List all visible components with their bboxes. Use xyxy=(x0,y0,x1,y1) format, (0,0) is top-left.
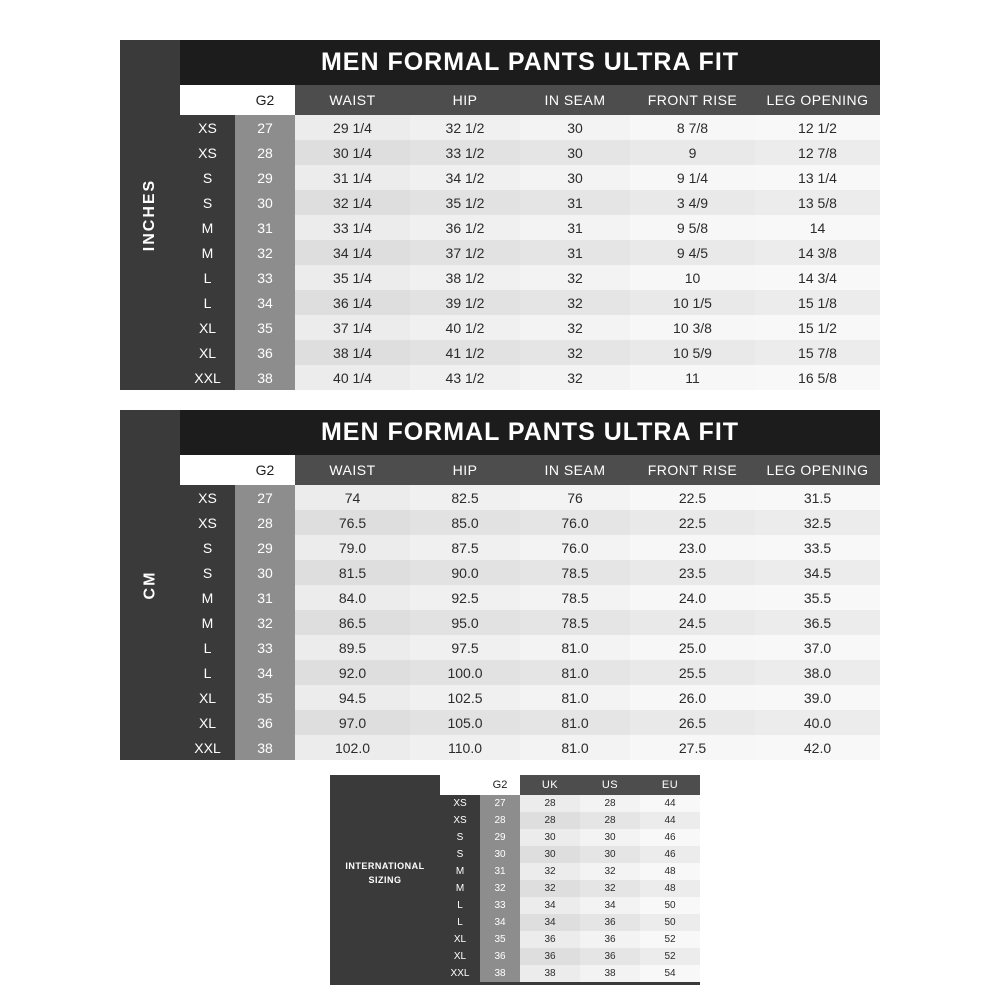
cell-value: 30 xyxy=(580,829,640,846)
column-header-6: LEG OPENING xyxy=(755,85,880,115)
cell-value: 38 1/4 xyxy=(295,340,410,365)
cell-value: 76 xyxy=(520,485,630,510)
cell-value: 74 xyxy=(295,485,410,510)
cell-value: 38 xyxy=(520,965,580,982)
cell-g2: 27 xyxy=(480,795,520,812)
cell-value: 9 xyxy=(630,140,755,165)
cell-g2: 32 xyxy=(480,880,520,897)
cell-size: XL xyxy=(180,340,235,365)
cell-value: 79.0 xyxy=(295,535,410,560)
cell-g2: 36 xyxy=(480,948,520,965)
column-header-0 xyxy=(180,85,235,115)
cell-value: 36.5 xyxy=(755,610,880,635)
cell-value: 40 1/2 xyxy=(410,315,520,340)
column-header-5: FRONT RISE xyxy=(630,85,755,115)
cell-g2: 38 xyxy=(480,965,520,982)
inches-chart-title: MEN FORMAL PANTS ULTRA FIT xyxy=(180,40,880,85)
cell-size: L xyxy=(180,290,235,315)
cell-value: 13 5/8 xyxy=(755,190,880,215)
table-row xyxy=(440,948,700,965)
cell-value: 31 1/4 xyxy=(295,165,410,190)
column-header-3: HIP xyxy=(410,455,520,485)
cell-value: 32 xyxy=(520,290,630,315)
cell-size: M xyxy=(180,240,235,265)
cell-value: 28 xyxy=(580,812,640,829)
table-header-row xyxy=(440,775,700,795)
cell-value: 34 xyxy=(520,897,580,914)
table-row xyxy=(180,685,880,710)
column-header-2: WAIST xyxy=(295,455,410,485)
cell-value: 105.0 xyxy=(410,710,520,735)
cell-g2: 30 xyxy=(235,190,295,215)
cell-value: 14 3/4 xyxy=(755,265,880,290)
cell-size: S xyxy=(180,165,235,190)
cell-value: 35 1/2 xyxy=(410,190,520,215)
cell-value: 42.0 xyxy=(755,735,880,760)
table-row xyxy=(180,215,880,240)
cell-value: 24.0 xyxy=(630,585,755,610)
cell-value: 81.5 xyxy=(295,560,410,585)
cell-size: XS xyxy=(180,510,235,535)
column-header-5: FRONT RISE xyxy=(630,455,755,485)
cell-value: 30 xyxy=(520,846,580,863)
cell-g2: 35 xyxy=(480,931,520,948)
cell-value: 23.5 xyxy=(630,560,755,585)
cell-size: XXL xyxy=(180,365,235,390)
cell-value: 87.5 xyxy=(410,535,520,560)
cell-size: S xyxy=(180,535,235,560)
column-header-1: G2 xyxy=(235,455,295,485)
cell-value: 48 xyxy=(640,863,700,880)
cell-value: 28 xyxy=(520,812,580,829)
cell-value: 48 xyxy=(640,880,700,897)
cm-chart-title: MEN FORMAL PANTS ULTRA FIT xyxy=(180,410,880,455)
cell-g2: 31 xyxy=(480,863,520,880)
cell-value: 36 xyxy=(520,931,580,948)
column-header-0 xyxy=(440,775,480,795)
cell-value: 76.0 xyxy=(520,535,630,560)
table-row xyxy=(440,812,700,829)
cell-value: 97.0 xyxy=(295,710,410,735)
cm-size-chart xyxy=(120,410,880,760)
cell-value: 22.5 xyxy=(630,485,755,510)
cell-g2: 29 xyxy=(480,829,520,846)
international-sizing-label: INTERNATIONAL SIZING xyxy=(345,861,425,885)
table-row xyxy=(180,265,880,290)
column-header-3: HIP xyxy=(410,85,520,115)
cell-size: XS xyxy=(180,140,235,165)
cell-value: 44 xyxy=(640,795,700,812)
cell-value: 76.0 xyxy=(520,510,630,535)
cell-value: 50 xyxy=(640,897,700,914)
column-header-1: G2 xyxy=(480,775,520,795)
cell-value: 46 xyxy=(640,829,700,846)
cell-g2: 33 xyxy=(235,265,295,290)
cell-size: L xyxy=(180,265,235,290)
table-row xyxy=(440,931,700,948)
cell-g2: 33 xyxy=(235,635,295,660)
cell-g2: 34 xyxy=(235,290,295,315)
cell-value: 78.5 xyxy=(520,560,630,585)
cm-unit-label xyxy=(120,410,180,760)
cell-value: 15 1/8 xyxy=(755,290,880,315)
table-row xyxy=(180,190,880,215)
cell-value: 92.0 xyxy=(295,660,410,685)
cell-g2: 33 xyxy=(480,897,520,914)
cell-size: L xyxy=(440,897,480,914)
cell-value: 39 1/2 xyxy=(410,290,520,315)
cell-value: 32 xyxy=(580,863,640,880)
cell-value: 8 7/8 xyxy=(630,115,755,140)
cell-value: 36 xyxy=(580,931,640,948)
cell-value: 26.5 xyxy=(630,710,755,735)
cell-g2: 35 xyxy=(235,685,295,710)
table-row xyxy=(440,965,700,982)
cell-size: XXL xyxy=(440,965,480,982)
cell-value: 38 xyxy=(580,965,640,982)
table-row xyxy=(440,846,700,863)
table-row xyxy=(180,510,880,535)
cell-value: 43 1/2 xyxy=(410,365,520,390)
international-table xyxy=(440,775,700,982)
cell-g2: 38 xyxy=(235,735,295,760)
cell-value: 32.5 xyxy=(755,510,880,535)
cell-value: 28 xyxy=(520,795,580,812)
cell-value: 29 1/4 xyxy=(295,115,410,140)
table-row xyxy=(180,660,880,685)
cell-value: 110.0 xyxy=(410,735,520,760)
table-row xyxy=(180,735,880,760)
cell-value: 81.0 xyxy=(520,735,630,760)
column-header-4: EU xyxy=(640,775,700,795)
cell-value: 95.0 xyxy=(410,610,520,635)
cell-size: S xyxy=(180,190,235,215)
cell-g2: 28 xyxy=(480,812,520,829)
cell-g2: 27 xyxy=(235,485,295,510)
cell-g2: 30 xyxy=(235,560,295,585)
cell-value: 89.5 xyxy=(295,635,410,660)
column-header-4: IN SEAM xyxy=(520,455,630,485)
cell-size: L xyxy=(180,660,235,685)
cell-value: 25.5 xyxy=(630,660,755,685)
column-header-6: LEG OPENING xyxy=(755,455,880,485)
inches-unit-label-text: INCHES xyxy=(141,178,159,252)
cell-size: L xyxy=(440,914,480,931)
cell-value: 30 xyxy=(520,829,580,846)
cell-value: 30 xyxy=(580,846,640,863)
cell-value: 32 xyxy=(520,880,580,897)
cell-value: 33 1/2 xyxy=(410,140,520,165)
cell-value: 31.5 xyxy=(755,485,880,510)
cell-value: 32 1/2 xyxy=(410,115,520,140)
cell-g2: 27 xyxy=(235,115,295,140)
cell-value: 13 1/4 xyxy=(755,165,880,190)
table-row xyxy=(180,535,880,560)
cell-value: 32 xyxy=(520,340,630,365)
cell-size: S xyxy=(440,846,480,863)
cell-value: 35.5 xyxy=(755,585,880,610)
table-row xyxy=(440,829,700,846)
cell-size: M xyxy=(180,585,235,610)
cell-value: 32 xyxy=(520,863,580,880)
cell-value: 31 xyxy=(520,240,630,265)
table-row xyxy=(180,365,880,390)
cell-value: 81.0 xyxy=(520,635,630,660)
cell-g2: 36 xyxy=(235,710,295,735)
cell-value: 81.0 xyxy=(520,685,630,710)
cell-value: 38 1/2 xyxy=(410,265,520,290)
cell-value: 36 xyxy=(580,914,640,931)
cell-value: 15 7/8 xyxy=(755,340,880,365)
cell-size: XS xyxy=(180,115,235,140)
cell-value: 30 xyxy=(520,115,630,140)
cell-value: 78.5 xyxy=(520,585,630,610)
cell-value: 34 xyxy=(580,897,640,914)
table-row xyxy=(180,710,880,735)
cell-value: 36 xyxy=(580,948,640,965)
cell-value: 25.0 xyxy=(630,635,755,660)
column-header-1: G2 xyxy=(235,85,295,115)
column-header-0 xyxy=(180,455,235,485)
cell-value: 97.5 xyxy=(410,635,520,660)
cell-size: XS xyxy=(440,795,480,812)
cell-size: XL xyxy=(180,315,235,340)
column-header-3: US xyxy=(580,775,640,795)
cell-value: 84.0 xyxy=(295,585,410,610)
cell-size: XS xyxy=(440,812,480,829)
table-row xyxy=(180,485,880,510)
cell-value: 37 1/2 xyxy=(410,240,520,265)
cell-g2: 34 xyxy=(480,914,520,931)
cell-value: 86.5 xyxy=(295,610,410,635)
cell-value: 46 xyxy=(640,846,700,863)
cell-size: XL xyxy=(180,710,235,735)
cell-value: 9 5/8 xyxy=(630,215,755,240)
cell-value: 32 xyxy=(580,880,640,897)
cell-size: M xyxy=(180,215,235,240)
cell-size: M xyxy=(180,610,235,635)
cell-value: 9 1/4 xyxy=(630,165,755,190)
cell-value: 39.0 xyxy=(755,685,880,710)
table-row xyxy=(180,115,880,140)
cell-value: 9 4/5 xyxy=(630,240,755,265)
cell-value: 100.0 xyxy=(410,660,520,685)
cell-value: 24.5 xyxy=(630,610,755,635)
cell-value: 85.0 xyxy=(410,510,520,535)
table-row xyxy=(440,914,700,931)
cell-value: 90.0 xyxy=(410,560,520,585)
cell-size: M xyxy=(440,863,480,880)
table-header-row xyxy=(180,455,880,485)
cell-value: 76.5 xyxy=(295,510,410,535)
cell-value: 40.0 xyxy=(755,710,880,735)
cell-value: 38.0 xyxy=(755,660,880,685)
inches-unit-label xyxy=(120,40,180,390)
cell-value: 33.5 xyxy=(755,535,880,560)
cell-value: 92.5 xyxy=(410,585,520,610)
cell-value: 52 xyxy=(640,948,700,965)
cell-value: 82.5 xyxy=(410,485,520,510)
cell-g2: 36 xyxy=(235,340,295,365)
cell-value: 26.0 xyxy=(630,685,755,710)
cell-value: 10 3/8 xyxy=(630,315,755,340)
column-header-2: WAIST xyxy=(295,85,410,115)
cell-value: 14 xyxy=(755,215,880,240)
cm-unit-label-text: CM xyxy=(140,570,158,600)
cell-value: 32 xyxy=(520,365,630,390)
cell-g2: 31 xyxy=(235,585,295,610)
cell-value: 23.0 xyxy=(630,535,755,560)
table-row xyxy=(180,165,880,190)
cell-value: 94.5 xyxy=(295,685,410,710)
table-row xyxy=(180,635,880,660)
cell-size: XXL xyxy=(180,735,235,760)
cell-g2: 28 xyxy=(235,140,295,165)
cell-size: XL xyxy=(440,931,480,948)
cell-value: 37 1/4 xyxy=(295,315,410,340)
cell-value: 30 1/4 xyxy=(295,140,410,165)
cell-size: XL xyxy=(440,948,480,965)
cell-value: 15 1/2 xyxy=(755,315,880,340)
cell-value: 34.5 xyxy=(755,560,880,585)
cell-value: 31 xyxy=(520,190,630,215)
cell-size: L xyxy=(180,635,235,660)
cell-value: 37.0 xyxy=(755,635,880,660)
cell-value: 14 3/8 xyxy=(755,240,880,265)
cell-g2: 31 xyxy=(235,215,295,240)
cell-value: 12 7/8 xyxy=(755,140,880,165)
cell-g2: 32 xyxy=(235,610,295,635)
table-row xyxy=(180,560,880,585)
cell-value: 27.5 xyxy=(630,735,755,760)
cell-value: 41 1/2 xyxy=(410,340,520,365)
cell-value: 34 1/4 xyxy=(295,240,410,265)
cell-value: 32 1/4 xyxy=(295,190,410,215)
cell-value: 54 xyxy=(640,965,700,982)
cell-g2: 28 xyxy=(235,510,295,535)
cell-value: 32 xyxy=(520,265,630,290)
cell-value: 81.0 xyxy=(520,710,630,735)
cell-value: 36 xyxy=(520,948,580,965)
cell-size: S xyxy=(180,560,235,585)
table-row xyxy=(440,897,700,914)
cell-value: 10 5/9 xyxy=(630,340,755,365)
cell-g2: 29 xyxy=(235,535,295,560)
cell-value: 3 4/9 xyxy=(630,190,755,215)
cell-value: 78.5 xyxy=(520,610,630,635)
cell-g2: 29 xyxy=(235,165,295,190)
cell-g2: 34 xyxy=(235,660,295,685)
cell-value: 10 1/5 xyxy=(630,290,755,315)
table-header-row xyxy=(180,85,880,115)
cell-g2: 35 xyxy=(235,315,295,340)
cell-value: 36 1/2 xyxy=(410,215,520,240)
cell-value: 32 xyxy=(520,315,630,340)
cell-value: 22.5 xyxy=(630,510,755,535)
cell-value: 36 1/4 xyxy=(295,290,410,315)
cell-g2: 32 xyxy=(235,240,295,265)
cell-size: S xyxy=(440,829,480,846)
cell-value: 52 xyxy=(640,931,700,948)
cell-value: 81.0 xyxy=(520,660,630,685)
cell-value: 35 1/4 xyxy=(295,265,410,290)
cell-value: 12 1/2 xyxy=(755,115,880,140)
cell-value: 40 1/4 xyxy=(295,365,410,390)
cell-value: 34 xyxy=(520,914,580,931)
cell-value: 30 xyxy=(520,140,630,165)
table-row xyxy=(180,240,880,265)
table-row xyxy=(180,290,880,315)
cell-value: 28 xyxy=(580,795,640,812)
inches-size-chart xyxy=(120,40,880,390)
cell-value: 33 1/4 xyxy=(295,215,410,240)
cell-value: 34 1/2 xyxy=(410,165,520,190)
international-sizing-chart xyxy=(330,775,700,985)
cell-value: 44 xyxy=(640,812,700,829)
cell-value: 30 xyxy=(520,165,630,190)
table-row xyxy=(440,880,700,897)
column-header-4: IN SEAM xyxy=(520,85,630,115)
cm-table xyxy=(180,455,880,760)
cell-value: 16 5/8 xyxy=(755,365,880,390)
table-row xyxy=(180,610,880,635)
inches-table xyxy=(180,85,880,390)
cell-value: 50 xyxy=(640,914,700,931)
cell-value: 102.0 xyxy=(295,735,410,760)
table-row xyxy=(180,340,880,365)
cell-size: M xyxy=(440,880,480,897)
cell-size: XL xyxy=(180,685,235,710)
cell-g2: 38 xyxy=(235,365,295,390)
table-row xyxy=(440,795,700,812)
table-row xyxy=(180,140,880,165)
cell-value: 11 xyxy=(630,365,755,390)
cell-size: XS xyxy=(180,485,235,510)
cell-value: 10 xyxy=(630,265,755,290)
table-row xyxy=(180,585,880,610)
table-row xyxy=(180,315,880,340)
table-row xyxy=(440,863,700,880)
cell-value: 31 xyxy=(520,215,630,240)
cell-value: 102.5 xyxy=(410,685,520,710)
cell-g2: 30 xyxy=(480,846,520,863)
column-header-2: UK xyxy=(520,775,580,795)
